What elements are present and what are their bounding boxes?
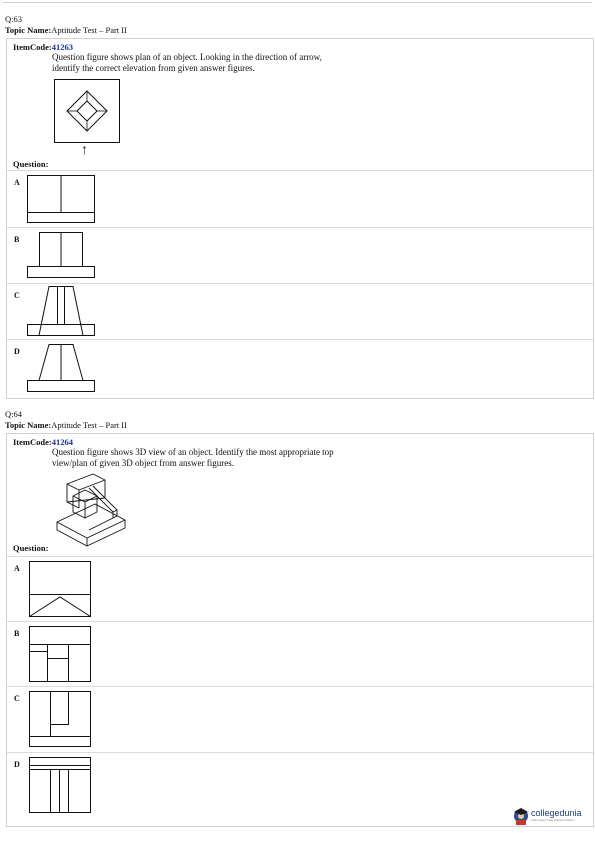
option-c-figure [29,691,93,751]
option-d-label: D [14,347,20,356]
question-text [52,447,392,469]
option-d-figure [27,344,97,396]
option-b-row[interactable] [7,227,593,284]
option-c-label: C [14,291,20,300]
topic-label: Topic Name: [5,420,52,430]
question-number: Q:63 [5,14,22,24]
question-text-line-2: view/plan of given 3D object from answer figures. [52,458,234,468]
option-b-row[interactable] [7,621,593,687]
option-b-figure [27,232,97,282]
topic-line [5,420,127,430]
question-text-line-1: Question figure shows 3D view of an object. Identify the most appropriate top [52,447,334,457]
question-label: Question: [13,543,49,553]
option-a-figure [29,561,93,621]
item-code-value: 41263 [51,42,73,52]
question-number: Q:64 [5,409,22,419]
question-label: Question: [13,159,49,169]
brand-tagline: India's largest Student Review Platform [531,819,575,822]
option-b-label: B [14,235,20,244]
topic-line [5,25,127,35]
topic-value: Aptitude Test – Part II [51,420,127,430]
topic-value: Aptitude Test – Part II [51,25,127,35]
option-b-label: B [14,629,20,638]
option-c-row[interactable] [7,686,593,753]
item-code [13,437,73,447]
option-a-figure [27,175,97,225]
plan-figure [54,79,120,145]
question-text-line-1: Question figure shows plan of an object. Looking in the direction of arrow, [52,52,322,62]
page-top-rule [3,2,592,3]
item-code [13,42,73,52]
option-a-row[interactable] [7,556,593,622]
option-c-label: C [14,694,20,703]
option-d-figure [29,757,93,817]
option-c-row[interactable] [7,283,593,340]
view-arrow-icon: ↑ [81,143,88,158]
question-box [6,433,594,827]
option-a-row[interactable] [7,170,593,228]
item-code-label: ItemCode: [13,437,52,447]
question-text-line-2: identify the correct elevation from given answer figures. [52,63,255,73]
option-d-row[interactable] [7,339,593,399]
graduate-avatar-icon [513,806,529,826]
option-c-figure [27,286,97,338]
collegedunia-logo[interactable] [513,806,591,828]
item-code-label: ItemCode: [13,42,52,52]
option-a-label: A [14,178,20,187]
question-64 [3,409,592,825]
question-box [6,38,594,399]
option-d-label: D [14,760,20,769]
option-a-label: A [14,564,20,573]
brand-name: collegedunia [531,808,582,818]
question-text [52,52,392,74]
option-b-figure [29,626,93,686]
question-63 [3,14,592,398]
option-d-row[interactable] [7,752,593,827]
isometric-figure [53,474,129,550]
item-code-value: 41264 [51,437,73,447]
topic-label: Topic Name: [5,25,52,35]
